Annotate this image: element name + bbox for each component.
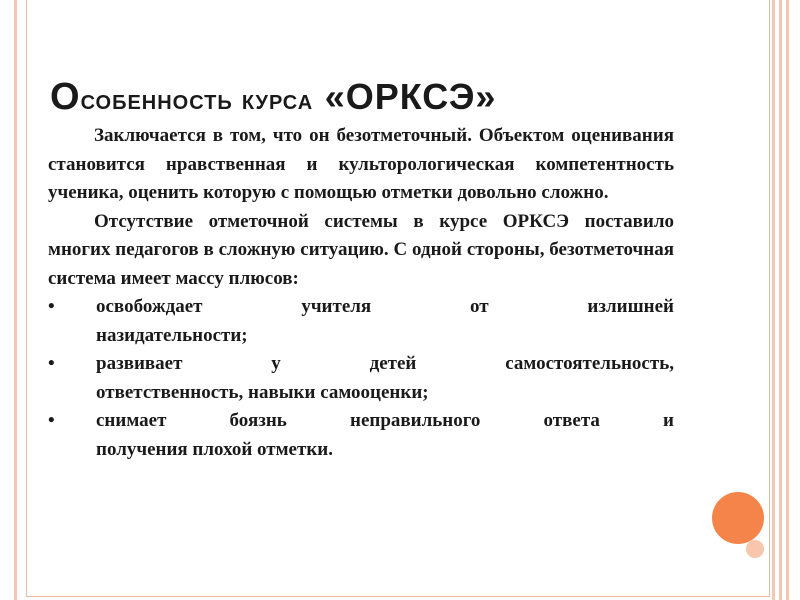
slide-body (48, 122, 674, 464)
stripe (786, 0, 789, 600)
bullet-text (96, 350, 674, 407)
bullet-text-continuation: получения плохой отметки. (96, 438, 333, 460)
small-circle-decoration (746, 540, 764, 558)
stripe (779, 0, 782, 600)
left-decorative-stripes (14, 0, 17, 600)
stripe (14, 0, 17, 600)
paragraph-no-grades: Отсутствие отметочной системы в курсе ОРКСЭ поставило многих педагогов в сложную ситуацию. С одной стороны, безотметочная система имеет массу плюсов: (48, 210, 674, 289)
bullet-text-line: развивает у детей самостоятельность, (96, 353, 674, 374)
slide-title (50, 76, 690, 119)
bullet-item (48, 293, 674, 350)
stripe (772, 0, 775, 600)
orange-circle-decoration (712, 492, 764, 544)
bullet-text (96, 293, 674, 350)
bullet-text-continuation: ответственность, навыки самооценки; (96, 381, 429, 403)
paragraph-grading: Заключается в том, что он безотметочный. Объектом оценивания становится нравственная и культорологическая компетентность ученика, оценить которую с помощью отметки довольно сложно. (48, 125, 674, 203)
title-text: собенность курса (80, 84, 314, 116)
bullet-dot: • (48, 410, 55, 431)
bullet-text (96, 407, 674, 464)
bullet-item (48, 407, 674, 464)
bullet-dot: • (48, 353, 55, 374)
bullet-dot: • (48, 296, 55, 317)
bullet-text-continuation: назидательности; (96, 324, 248, 346)
right-decorative-stripes (772, 0, 789, 600)
bullet-text-line: снимает боязнь неправильного ответа и (96, 410, 674, 431)
bullet-text-line: освобождает учителя от излишней (96, 296, 674, 317)
bullet-item (48, 350, 674, 407)
title-initial: О (50, 76, 81, 118)
title-course-name: «ОРКСЭ» (324, 76, 497, 117)
